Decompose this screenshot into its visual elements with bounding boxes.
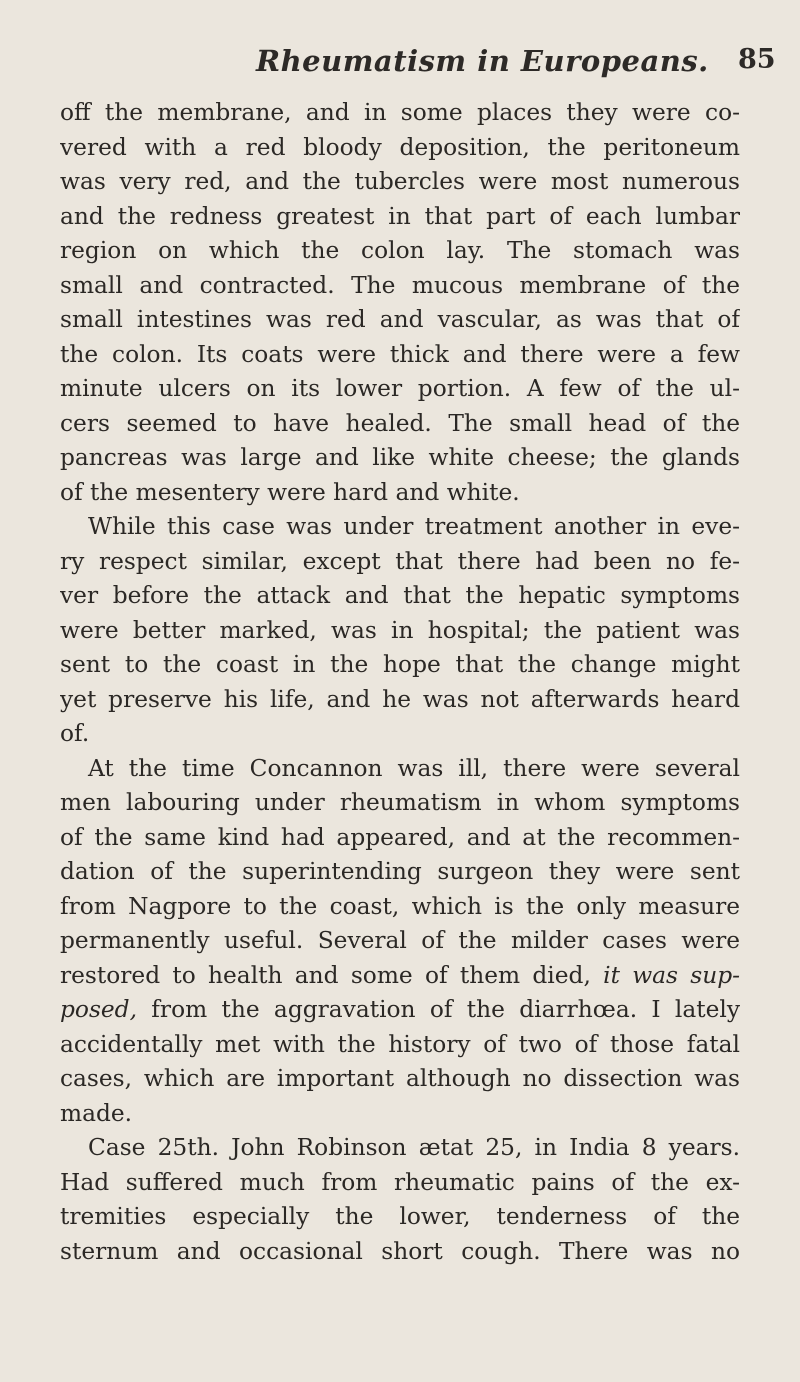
- text-line: off the membrane, and in some places they were co-: [60, 99, 740, 126]
- text-segment: restored to health and some of them died,: [60, 961, 591, 989]
- text-line: men labouring under rheumatism in whom symptoms: [60, 789, 740, 816]
- italic-text: it was sup-: [603, 961, 740, 989]
- text-line: sternum and occasional short cough. There was no: [60, 1237, 740, 1265]
- text-line: of the mesentery were hard and white.: [60, 478, 520, 506]
- text-line: small and contracted. The mucous membrane of the: [60, 271, 740, 299]
- text-line: of the same kind had appeared, and at the recommen-: [60, 823, 740, 851]
- text-line: yet preserve his life, and he was not afterwards heard: [60, 685, 740, 713]
- text-line: small intestines was red and vascular, as was that of: [60, 306, 740, 333]
- text-line: ver before the attack and that the hepatic symptoms: [60, 582, 740, 609]
- text-line: cers seemed to have healed. The small head of the: [60, 409, 740, 437]
- text-line: and the redness greatest in that part of each lumbar: [60, 202, 740, 230]
- running-title: Rheumatism in Europeans.: [256, 44, 709, 78]
- text-line: vered with a red bloody deposition, the peritoneum: [60, 133, 740, 161]
- running-head: [0, 44, 800, 84]
- text-line: region on which the colon lay. The stomach was: [60, 237, 740, 264]
- text-line: tremities especially the lower, tenderness of the: [60, 1203, 740, 1230]
- text-line-with-italic: [60, 959, 740, 994]
- text-line: were better marked, was in hospital; the patient was: [60, 616, 740, 644]
- paragraph-start-line: While this case was under treatment another in eve-: [88, 513, 740, 540]
- text-line: was very red, and the tubercles were most numerous: [60, 168, 740, 195]
- text-line: minute ulcers on its lower portion. A few of the ul-: [60, 375, 740, 402]
- text-line: sent to the coast in the hope that the change might: [60, 651, 740, 678]
- text-line: the colon. Its coats were thick and there were a few: [60, 340, 740, 368]
- text-line: posed, from the aggravation of the diarrhœa. I lately: [60, 996, 740, 1023]
- paragraph-start-line: At the time Concannon was ill, there were several: [88, 754, 740, 782]
- text-line: pancreas was large and like white cheese; the glands: [60, 444, 740, 471]
- text-line: ry respect similar, except that there had been no fe-: [60, 547, 740, 575]
- text-line: Had suffered much from rheumatic pains of the ex-: [60, 1168, 740, 1196]
- text-line: made.: [60, 1099, 133, 1127]
- paragraph-start-line: Case 25th. John Robinson ætat 25, in India 8 years.: [88, 1134, 740, 1161]
- body-text: [60, 96, 740, 1269]
- italic-text: posed,: [60, 996, 138, 1023]
- text-line: from Nagpore to the coast, which is the only measure: [60, 892, 740, 920]
- text-line: permanently useful. Several of the milder cases were: [60, 927, 740, 954]
- text-line: cases, which are important although no dissection was: [60, 1065, 740, 1092]
- page-number: 85: [738, 44, 776, 75]
- text-line: of.: [60, 720, 90, 747]
- text-line: accidentally met with the history of two of those fatal: [60, 1030, 740, 1058]
- text-line: dation of the superintending surgeon they were sent: [60, 858, 740, 885]
